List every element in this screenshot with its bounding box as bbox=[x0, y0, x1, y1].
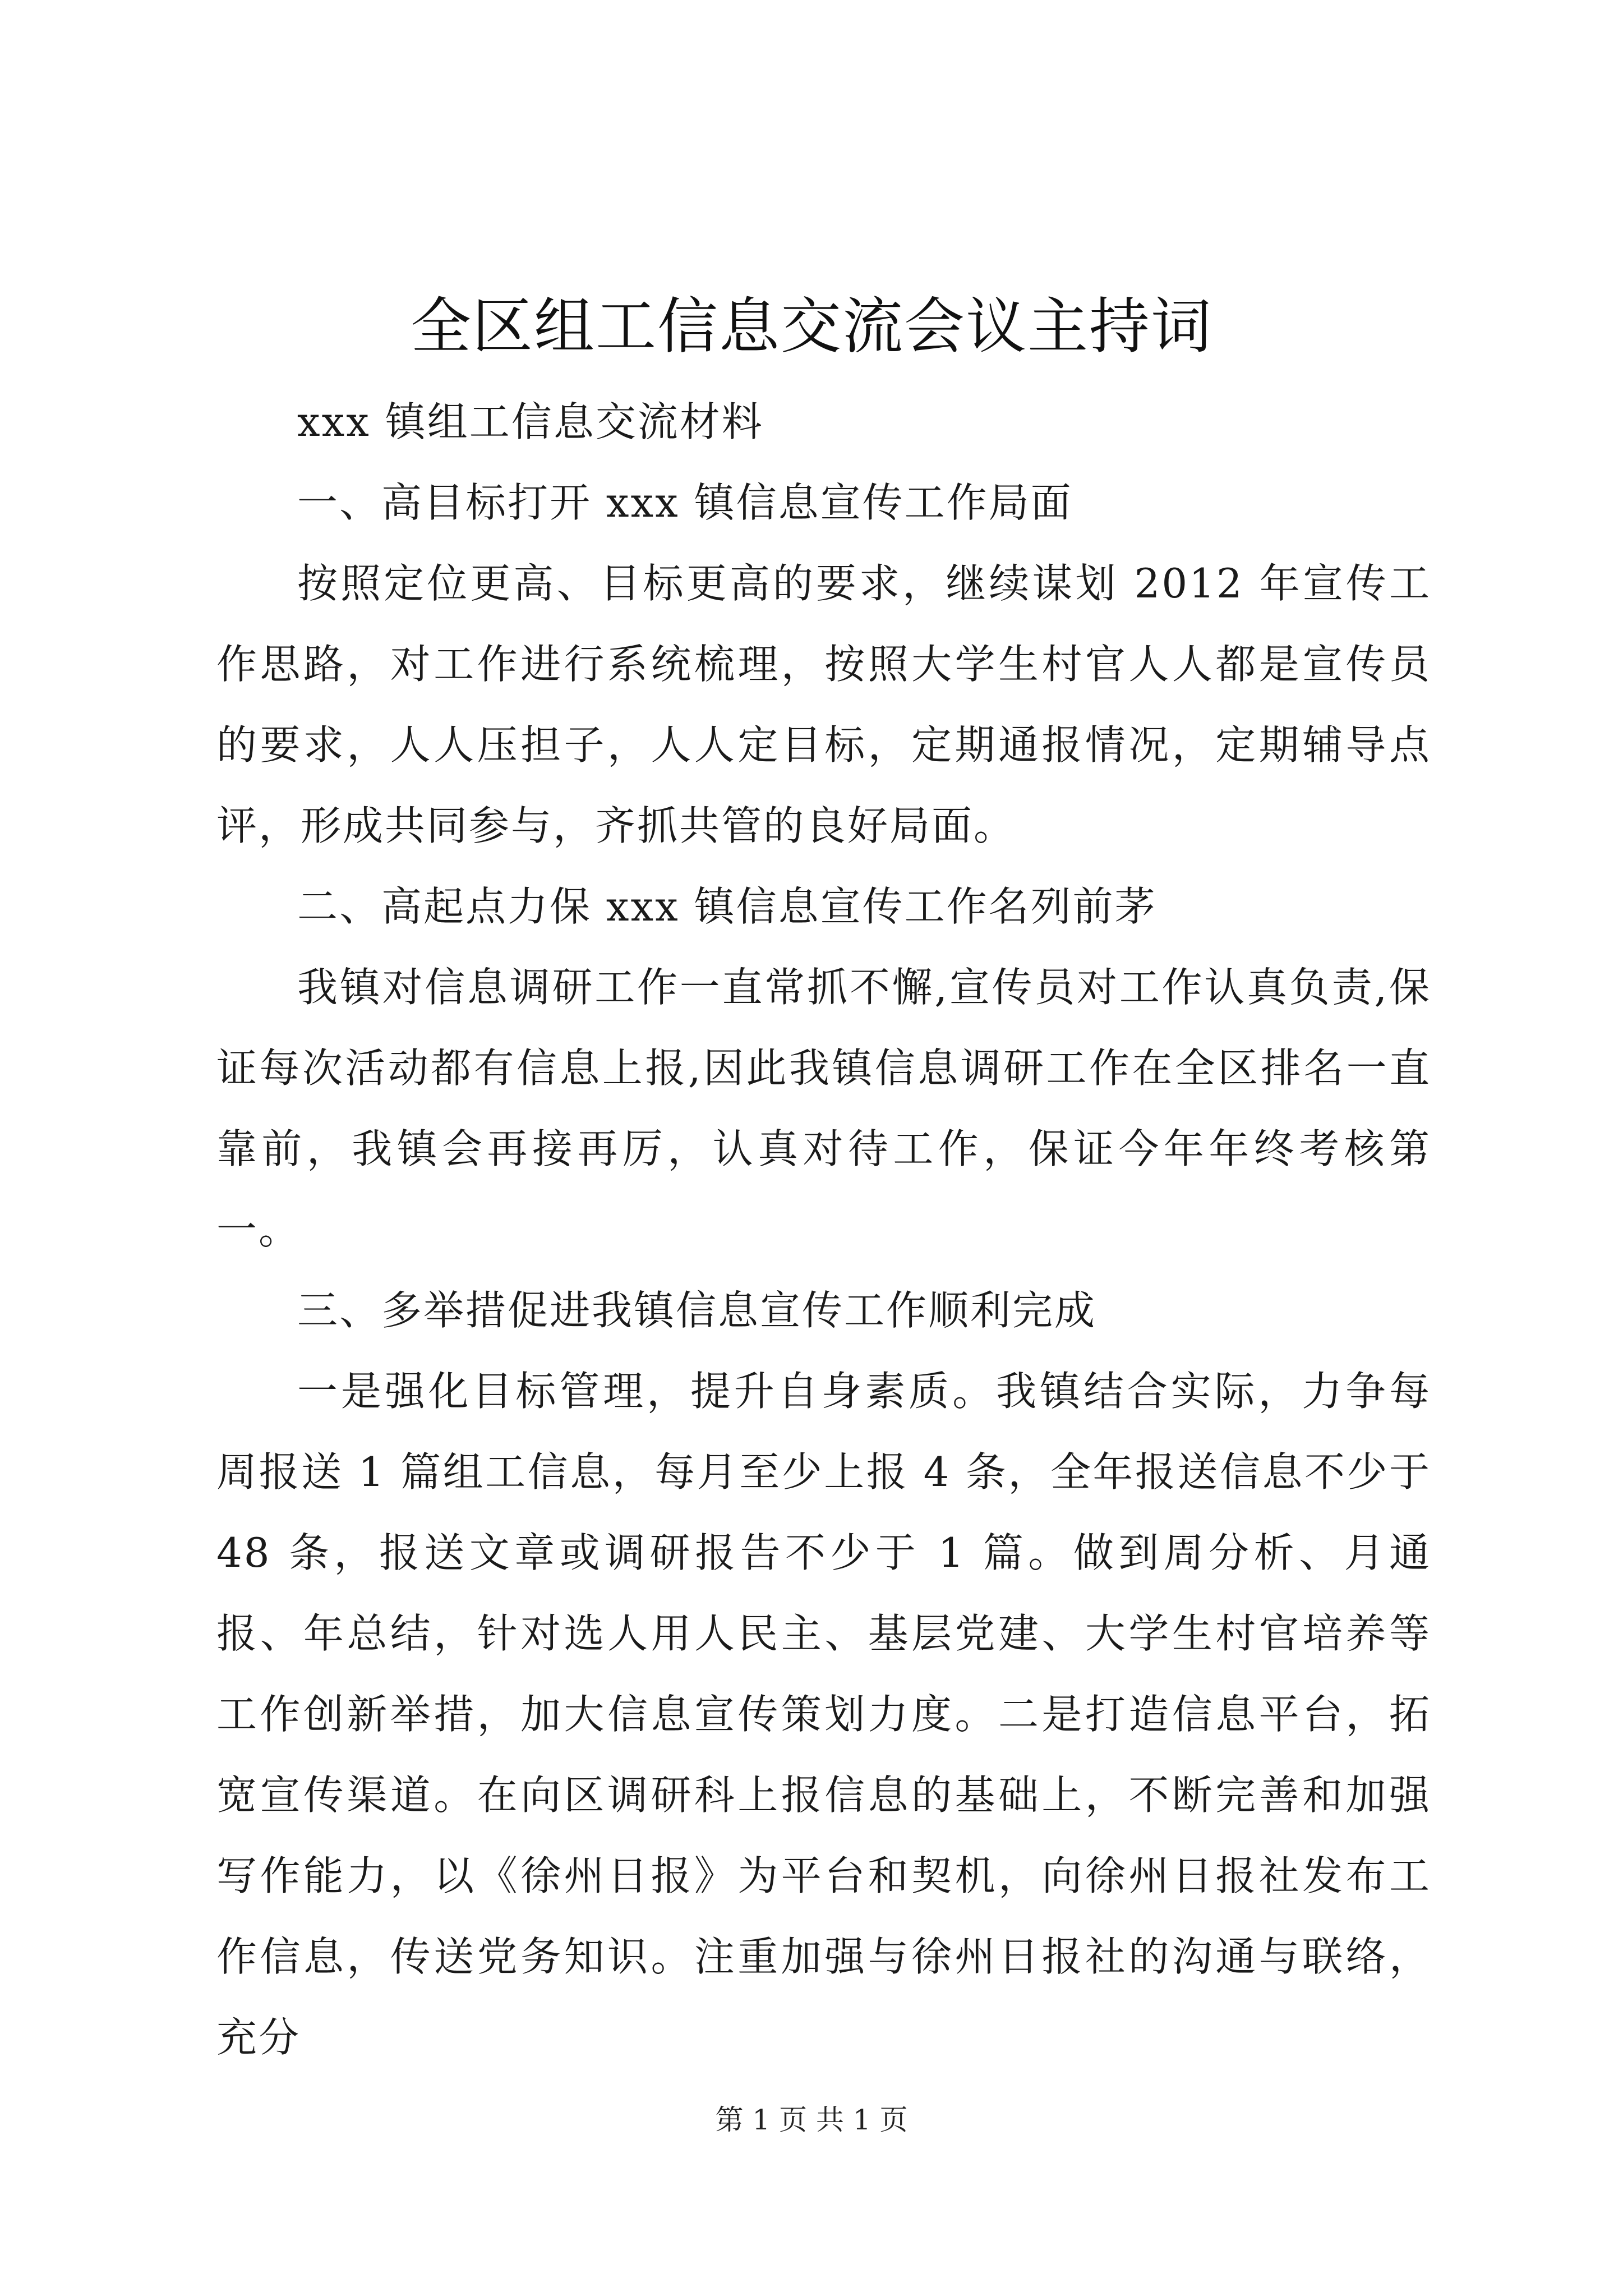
paragraph-3: 一是强化目标管理，提升自身素质。我镇结合实际，力争每周报送 1 篇组工信息，每月至少上报 4 条，全年报送信息不少于 48 条，报送文章或调研报告不少于 1 篇。做到周分析、月通报、年总结，针对选人用人民主、基层党建、大学生村官培养等工作创新举措，加大信息宣传策划力度。二是打造信息平台，拓宽宣传渠道。在向区调研科上报信息的基础上，不断完善和加强写作能力，以《徐州日报》为平台和契机，向徐州日报社发布工作信息，传送党务知识。注重加强与徐州日报社的沟通与联络，充分 bbox=[216, 1368, 1431, 2061]
paragraph-2: 我镇对信息调研工作一直常抓不懈,宣传员对工作认真负责,保证每次活动都有信息上报,因此我镇信息调研工作在全区排名一直靠前，我镇会再接再厉，认真对待工作，保证今年年终考核第一。 bbox=[216, 964, 1431, 1253]
section-heading-3: 三、多举措促进我镇信息宣传工作顺利完成 bbox=[297, 1287, 1097, 1334]
paragraph-subtitle: xxx 镇组工信息交流材料 bbox=[297, 398, 764, 445]
paragraph-1: 按照定位更高、目标更高的要求，继续谋划 2012 年宣传工作思路，对工作进行系统梳理，按照大学生村官人人都是宣传员的要求，人人压担子，人人定目标，定期通报情况，定期辅导点评，形成共同参与，齐抓共管的良好局面。 bbox=[216, 560, 1431, 849]
document-title: 全区组工信息交流会议主持词 bbox=[410, 292, 1212, 362]
section-heading-1: 一、高目标打开 xxx 镇信息宣传工作局面 bbox=[297, 479, 1073, 526]
section-heading-2: 二、高起点力保 xxx 镇信息宣传工作名列前茅 bbox=[297, 883, 1157, 930]
document-body bbox=[216, 381, 1431, 2078]
page-footer: 第 1 页 共 1 页 bbox=[715, 2104, 908, 2136]
